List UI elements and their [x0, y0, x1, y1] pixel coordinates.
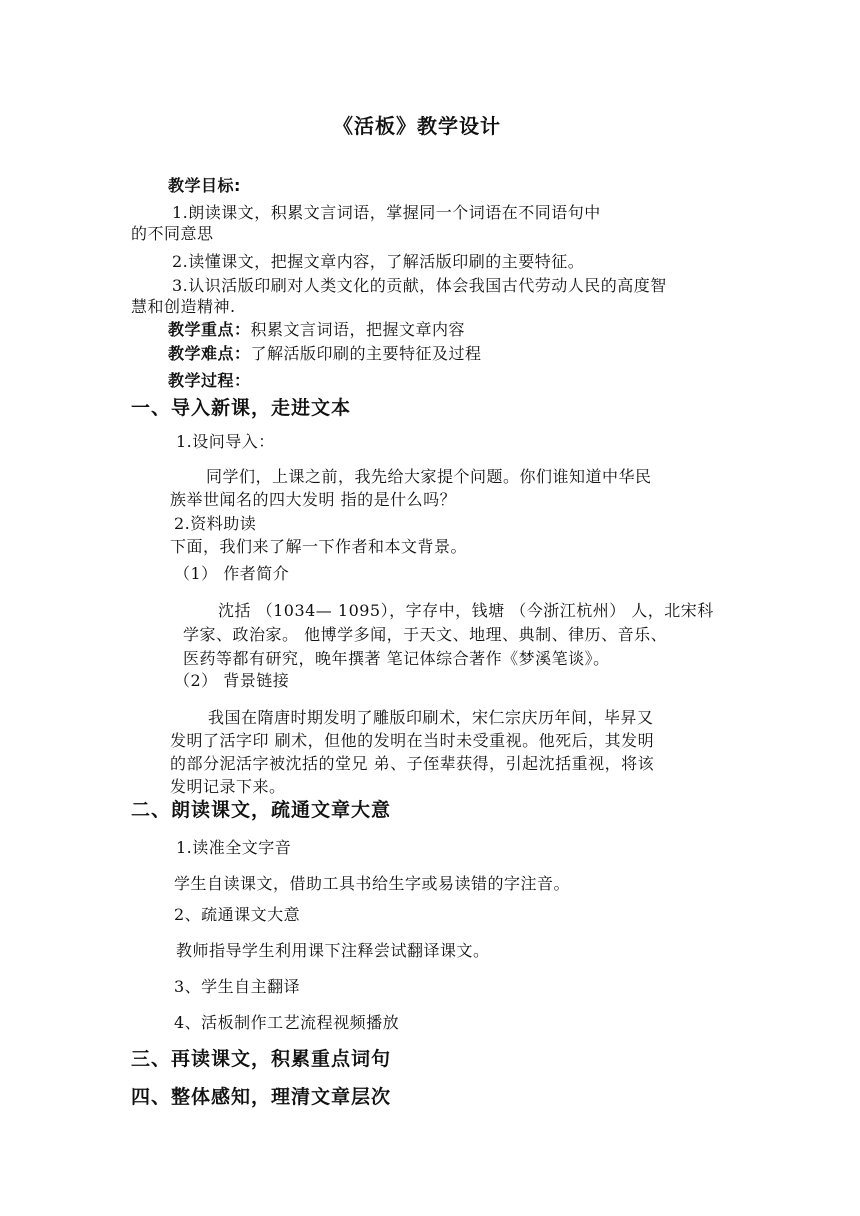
- process-heading: 教学过程：: [168, 371, 251, 390]
- objective-3-line2: 慧和创造精神.: [131, 297, 236, 316]
- objective-1-line1: 1.朗读课文，积累文言词语，掌握同一个词语在不同语句中: [172, 203, 601, 222]
- background-line3: 的部分泥活字被沈括的堂兄 弟、子侄辈获得，引起沈括重视，将该: [170, 754, 655, 773]
- key-points: [168, 320, 465, 340]
- section1-sub1-para-line2: 族举世闻名的四大发明 指的是什么吗？: [170, 490, 457, 509]
- author-line3: 医药等都有研究，晚年撰著 笔记体综合著作《梦溪笔谈》。: [183, 649, 610, 668]
- difficulties-text: 了解活版印刷的主要特征及过程: [250, 344, 482, 363]
- objective-1-line2: 的不同意思: [131, 224, 214, 243]
- section1-sub2-para: 下面，我们来了解一下作者和本文背景。: [170, 537, 468, 556]
- section1-sub1: 1.设问导入：: [176, 432, 275, 451]
- background-heading: （2） 背景链接: [174, 671, 290, 690]
- objective-2: 2.读懂课文，把握文章内容，了解活版印刷的主要特征。: [172, 252, 585, 271]
- section2-sub1: 1.读准全文字音: [176, 838, 292, 857]
- section2-sub1-para: 学生自读课文，借助工具书给生字或易读错的字注音。: [174, 874, 571, 893]
- section2-sub3: 3、学生自主翻译: [174, 977, 301, 996]
- section1-heading: 一、导入新课，走进文本: [131, 397, 352, 419]
- author-heading: （1） 作者简介: [174, 564, 290, 583]
- section1-sub2: 2.资料助读: [174, 514, 257, 533]
- objectives-heading: 教学目标:: [168, 176, 241, 195]
- objective-3-line1: 3.认识活版印刷对人类文化的贡献，体会我国古代劳动人民的高度智: [172, 276, 667, 295]
- difficulties-label: 教学难点：: [168, 344, 251, 363]
- section2-sub2-para: 教师指导学生利用课下注释尝试翻译课文。: [176, 941, 490, 960]
- difficulties: [168, 344, 482, 364]
- section4-heading: 四、整体感知，理清文章层次: [131, 1086, 392, 1108]
- background-line1: 我国在隋唐时期发明了雕版印刷术，宋仁宗庆历年间，毕昇又: [208, 708, 654, 727]
- author-line1: 沈括 （1034— 1095），字存中，钱塘 （今浙江杭州） 人，北宋科: [218, 601, 714, 620]
- background-line2: 发明了活字印 刷术，但他的发明在当时未受重视。他死后，其发明: [170, 731, 655, 750]
- key-points-label: 教学重点：: [168, 320, 251, 339]
- page-title: 《活板》教学设计: [333, 114, 501, 138]
- section1-sub1-para-line1: 同学们，上课之前，我先给大家提个问题。你们谁知道中华民: [206, 467, 652, 486]
- section2-sub4: 4、活板制作工艺流程视频播放: [174, 1013, 400, 1032]
- author-line2: 学家、政治家。 他博学多闻，于天文、地理、典制、律历、音乐、: [183, 625, 668, 644]
- key-points-text: 积累文言词语，把握文章内容: [250, 320, 466, 339]
- section2-heading: 二、朗读课文，疏通文章大意: [131, 799, 392, 821]
- background-line4: 发明记录下来。: [170, 777, 286, 796]
- section3-heading: 三、再读课文，积累重点词句: [131, 1048, 392, 1070]
- section2-sub2: 2、疏通课文大意: [174, 905, 301, 924]
